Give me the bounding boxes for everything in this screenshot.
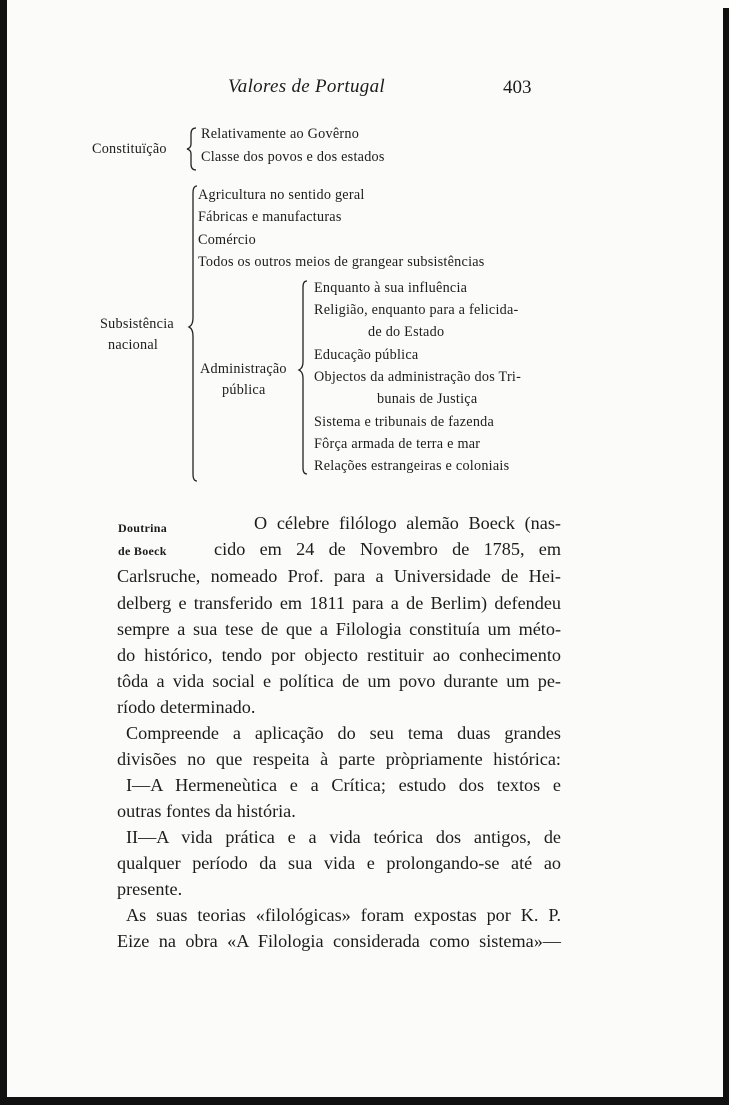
outline-subitem: Religião, enquanto para a felicida-: [314, 302, 519, 318]
brace-constituicao: [187, 128, 196, 170]
body-line: outras fontes da história.: [117, 801, 296, 821]
body-line: O célebre filólogo alemão Boeck (nas-: [254, 513, 561, 533]
body-line: II—A vida prática e a vida teórica dos antigos, de: [126, 827, 561, 847]
body-line: Carlsruche, nomeado Prof. para a Universidade de Hei-: [117, 566, 561, 586]
body-line: ríodo determinado.: [117, 697, 256, 717]
margin-note-line1: Doutrina: [118, 521, 168, 535]
outline-subitem: Relações estrangeiras e coloniais: [314, 458, 510, 474]
outline-subitem: Sistema e tribunais de fazenda: [314, 414, 495, 430]
body-line: Eize na obra «A Filologia considerada como sistema»—: [117, 931, 561, 951]
body-line: Compreende a aplicação do seu tema duas grandes: [126, 723, 561, 743]
body-line: tôda a vida social e política de um povo durante um pe-: [117, 671, 561, 691]
outline-subitem: de do Estado: [368, 324, 445, 340]
body-line: I—A Hermeneùtica e a Crítica; estudo dos textos e: [126, 775, 561, 795]
body-line: As suas teorias «filológicas» foram expostas por K. P.: [126, 905, 561, 925]
outline-item: Fábricas e manufacturas: [198, 209, 342, 225]
brace-administracao: [299, 281, 307, 474]
body-line: sempre a sua tese de que a Filologia constituía um méto-: [117, 619, 561, 639]
body-line: divisões no que respeita à parte pròpriamente histórica:: [117, 749, 561, 769]
outline-subitem: Enquanto à sua influência: [314, 280, 468, 296]
outline-subitem: bunais de Justiça: [377, 391, 478, 407]
body-line: do histórico, tendo por objecto restituir ao conhecimento: [117, 645, 561, 665]
outline-label-subsistencia: Subsistência: [100, 316, 174, 332]
page-number: 403: [503, 77, 532, 98]
outline-item: Comércio: [198, 232, 256, 248]
running-title: Valores de Portugal: [228, 76, 385, 97]
body-line: qualquer período da sua vida e prolongando-se até ao: [117, 853, 561, 873]
outline-item: Todos os outros meios de grangear subsistências: [198, 254, 485, 270]
outline-subitem: Educação pública: [314, 347, 419, 363]
body-line: presente.: [117, 879, 183, 899]
outline-label-subsistencia-2: nacional: [108, 337, 159, 353]
brace-subsistencia: [189, 186, 197, 481]
outline-label-administracao: Administração: [200, 361, 287, 377]
body-line: delberg e transferido em 1811 para a de Berlim) defendeu: [117, 593, 561, 613]
outline-item: Agricultura no sentido geral: [198, 187, 365, 203]
outline-label-administracao-2: pública: [222, 382, 266, 398]
outline-label-constituicao: Constituïção: [92, 141, 167, 157]
outline-item: Classe dos povos e dos estados: [201, 149, 385, 165]
body-line: cido em 24 de Novembro de 1785, em: [214, 539, 561, 559]
outline-item: Relativamente ao Govêrno: [201, 126, 360, 142]
outline-subitem: Fôrça armada de terra e mar: [314, 436, 481, 452]
outline-subitem: Objectos da administração dos Tri-: [314, 369, 522, 385]
margin-note-line2: de Boeck: [118, 544, 167, 558]
